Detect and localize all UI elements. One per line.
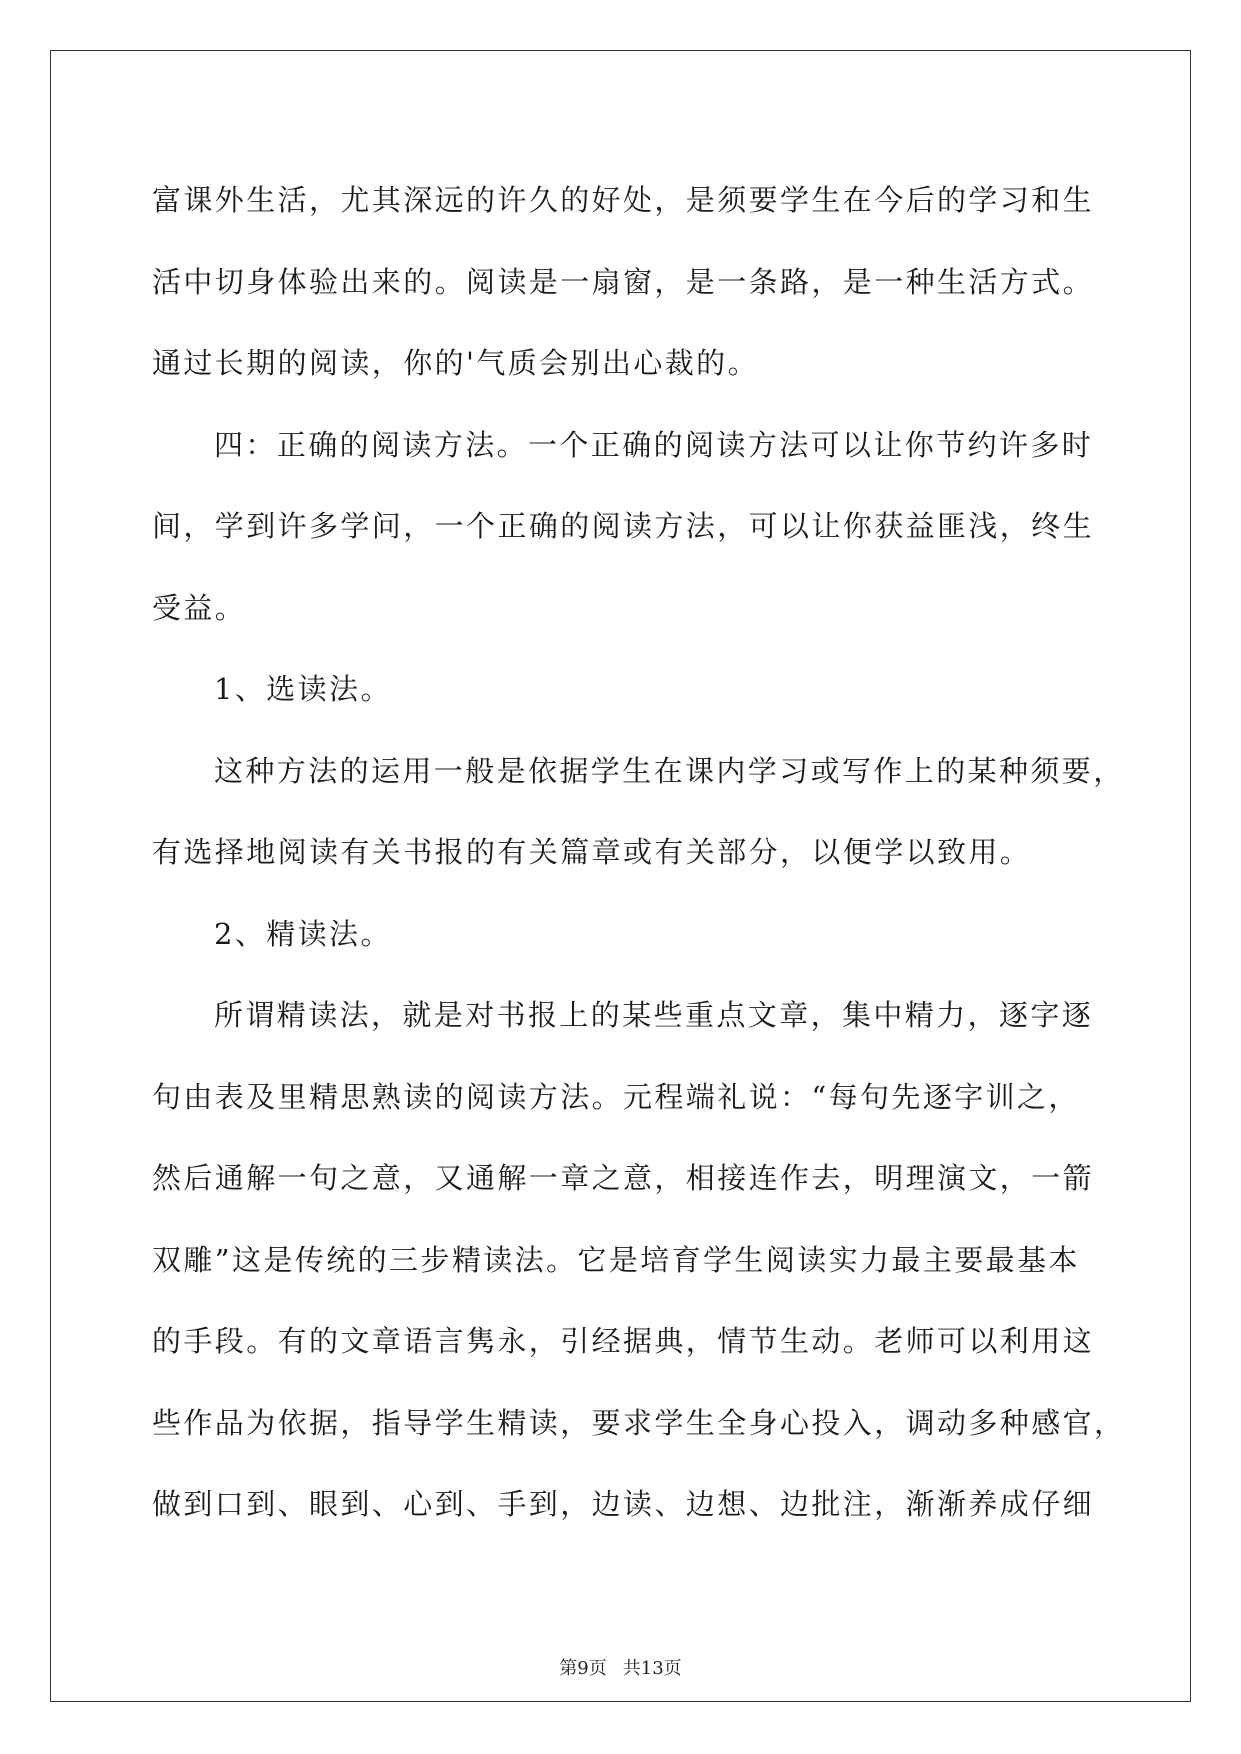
text-line: 句由表及里精思熟读的阅读方法。元程端礼说：“每句先逐字训之， — [152, 1079, 1080, 1114]
text-line: 双雕”这是传统的三步精读法。它是培育学生阅读实力最主要最基本 — [152, 1242, 1080, 1277]
section-heading: 2、精读法。 — [214, 916, 392, 951]
text-line: 富课外生活，尤其深远的许久的好处，是须要学生在今后的学习和生 — [152, 183, 1095, 217]
text-line: 这种方法的运用一般是依据学生在课内学习或写作上的某种须要， — [214, 753, 1125, 788]
text-line: 活中切身体验出来的。阅读是一扇窗，是一条路，是一种生活方式。 — [152, 264, 1095, 299]
text-line: 通过长期的阅读，你的'气质会别出心裁的。 — [152, 346, 759, 380]
text-line: 有选择地阅读有关书报的有关篇章或有关部分，以便学以致用。 — [152, 835, 1032, 869]
text-line: 些作品为依据，指导学生精读，要求学生全身心投入，调动多种感官， — [152, 1405, 1126, 1440]
text-line: 所谓精读法，就是对书报上的某些重点文章，集中精力，逐字逐 — [214, 998, 1094, 1032]
text-line: 的手段。有的文章语言隽永，引经据典，情节生动。老师可以利用这 — [152, 1324, 1095, 1358]
page-footer — [0, 1657, 1241, 1681]
page-number: 第9页 — [559, 1658, 607, 1679]
text-line: 受益。 — [152, 590, 247, 625]
section-heading: 1、选读法。 — [214, 672, 392, 706]
document-body — [152, 160, 1126, 1546]
text-line: 四：正确的阅读方法。一个正确的阅读方法可以让你节约许多时 — [214, 427, 1094, 462]
text-line: 间，学到许多学问，一个正确的阅读方法，可以让你获益匪浅，终生 — [152, 509, 1095, 543]
text-line: 做到口到、眼到、心到、手到，边读、边想、边批注，渐渐养成仔细 — [152, 1487, 1095, 1521]
text-line: 然后通解一句之意，又通解一章之意，相接连作去，明理演文，一箭 — [152, 1161, 1095, 1195]
page-total: 共13页 — [622, 1658, 682, 1679]
